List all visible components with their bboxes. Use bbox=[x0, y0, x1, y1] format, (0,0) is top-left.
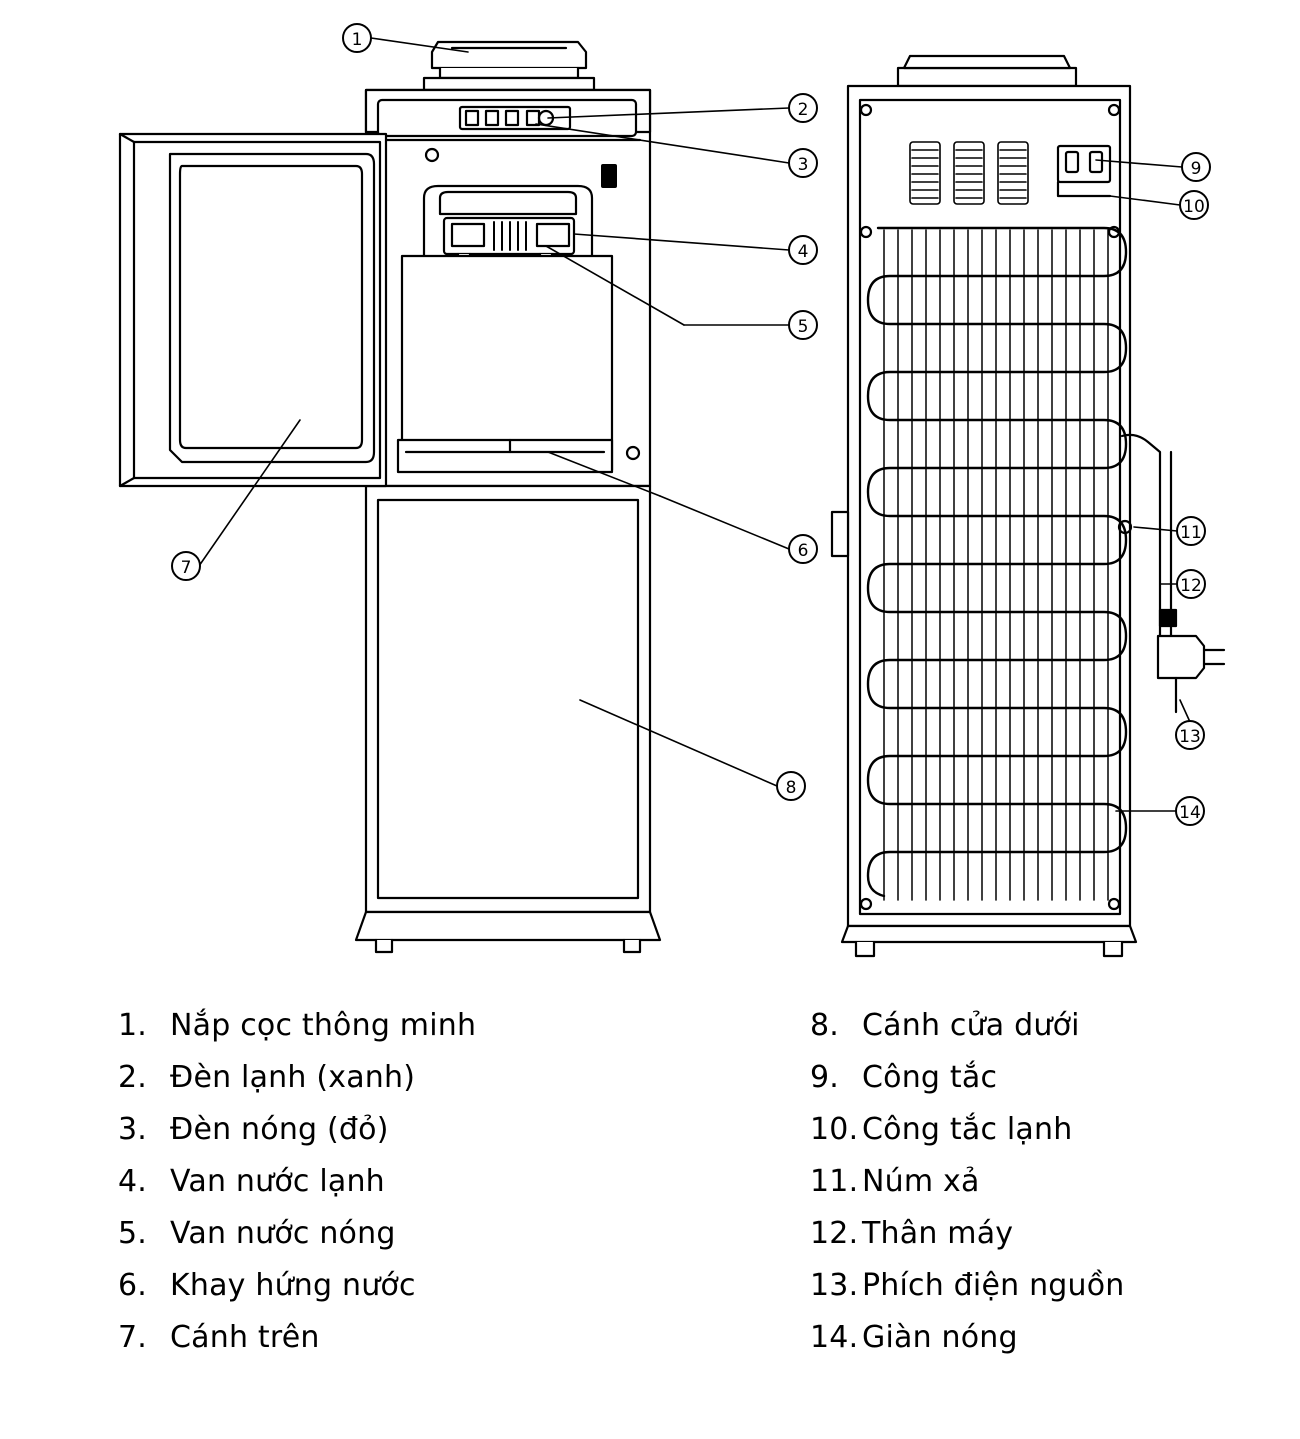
callout-1 bbox=[343, 24, 371, 52]
svg-text:5: 5 bbox=[797, 317, 809, 337]
callout-13 bbox=[1176, 721, 1204, 749]
legend-label: Phích điện nguồn bbox=[862, 1268, 1125, 1303]
legend-item-5 bbox=[118, 1208, 700, 1260]
legend-item-13 bbox=[810, 1260, 1300, 1312]
callout-10 bbox=[1180, 191, 1208, 219]
legend-item-11 bbox=[810, 1156, 1300, 1208]
legend-label: Đèn nóng (đỏ) bbox=[170, 1112, 389, 1147]
legend-number: 12. bbox=[810, 1216, 859, 1251]
svg-text:13: 13 bbox=[1179, 727, 1201, 747]
parts-legend bbox=[0, 1000, 1300, 1430]
legend-item-12 bbox=[810, 1208, 1300, 1260]
legend-number: 2. bbox=[118, 1060, 148, 1095]
legend-number: 1. bbox=[118, 1008, 148, 1043]
svg-text:2: 2 bbox=[797, 100, 809, 120]
callout-7 bbox=[172, 552, 200, 580]
legend-label: Núm xả bbox=[862, 1164, 980, 1199]
legend-item-10 bbox=[810, 1104, 1300, 1156]
svg-text:1: 1 bbox=[351, 30, 363, 50]
legend-number: 6. bbox=[118, 1268, 148, 1303]
callout-11 bbox=[1177, 517, 1205, 545]
svg-text:4: 4 bbox=[797, 242, 809, 262]
legend-item-9 bbox=[810, 1052, 1300, 1104]
legend-label: Công tắc bbox=[862, 1060, 998, 1095]
legend-label: Cánh cửa dưới bbox=[862, 1008, 1080, 1043]
legend-number: 8. bbox=[810, 1008, 840, 1043]
legend-number: 4. bbox=[118, 1164, 148, 1199]
legend-number: 10. bbox=[810, 1112, 859, 1147]
legend-item-7 bbox=[118, 1312, 700, 1364]
legend-item-1 bbox=[118, 1000, 700, 1052]
legend-number: 9. bbox=[810, 1060, 840, 1095]
svg-text:8: 8 bbox=[785, 778, 797, 798]
legend-item-6 bbox=[118, 1260, 700, 1312]
callout-5 bbox=[789, 311, 817, 339]
callout-12 bbox=[1177, 570, 1205, 598]
callout-6 bbox=[789, 535, 817, 563]
legend-label: Giàn nóng bbox=[862, 1320, 1018, 1355]
legend-label: Đèn lạnh (xanh) bbox=[170, 1060, 416, 1095]
svg-text:12: 12 bbox=[1180, 576, 1202, 596]
legend-number: 3. bbox=[118, 1112, 148, 1147]
callout-9 bbox=[1182, 153, 1210, 181]
svg-text:14: 14 bbox=[1179, 803, 1201, 823]
legend-item-2 bbox=[118, 1052, 700, 1104]
legend-label: Van nước nóng bbox=[170, 1216, 396, 1251]
legend-label: Thân máy bbox=[862, 1216, 1014, 1251]
legend-number: 7. bbox=[118, 1320, 148, 1355]
legend-item-4 bbox=[118, 1156, 700, 1208]
legend-number: 11. bbox=[810, 1164, 859, 1199]
front-view bbox=[120, 42, 660, 952]
svg-text:11: 11 bbox=[1180, 523, 1202, 543]
rear-view bbox=[832, 56, 1224, 956]
legend-number: 13. bbox=[810, 1268, 859, 1303]
callout-4 bbox=[789, 236, 817, 264]
legend-item-8 bbox=[810, 1000, 1300, 1052]
legend-number: 14. bbox=[810, 1320, 859, 1355]
callout-14 bbox=[1176, 797, 1204, 825]
legend-label: Công tắc lạnh bbox=[862, 1112, 1073, 1147]
legend-label: Khay hứng nước bbox=[170, 1268, 416, 1303]
svg-text:9: 9 bbox=[1190, 159, 1202, 179]
svg-text:6: 6 bbox=[797, 541, 809, 561]
legend-label: Van nước lạnh bbox=[170, 1164, 385, 1199]
legend-label: Cánh trên bbox=[170, 1320, 320, 1355]
legend-item-3 bbox=[118, 1104, 700, 1156]
callout-8 bbox=[777, 772, 805, 800]
legend-column-right bbox=[700, 1000, 1300, 1430]
legend-column-left bbox=[0, 1000, 700, 1430]
legend-item-14 bbox=[810, 1312, 1300, 1364]
svg-text:3: 3 bbox=[797, 155, 809, 175]
legend-label: Nắp cọc thông minh bbox=[170, 1008, 477, 1043]
legend-number: 5. bbox=[118, 1216, 148, 1251]
svg-text:10: 10 bbox=[1183, 197, 1205, 217]
callout-2 bbox=[789, 94, 817, 122]
callout-3 bbox=[789, 149, 817, 177]
svg-text:7: 7 bbox=[180, 558, 192, 578]
